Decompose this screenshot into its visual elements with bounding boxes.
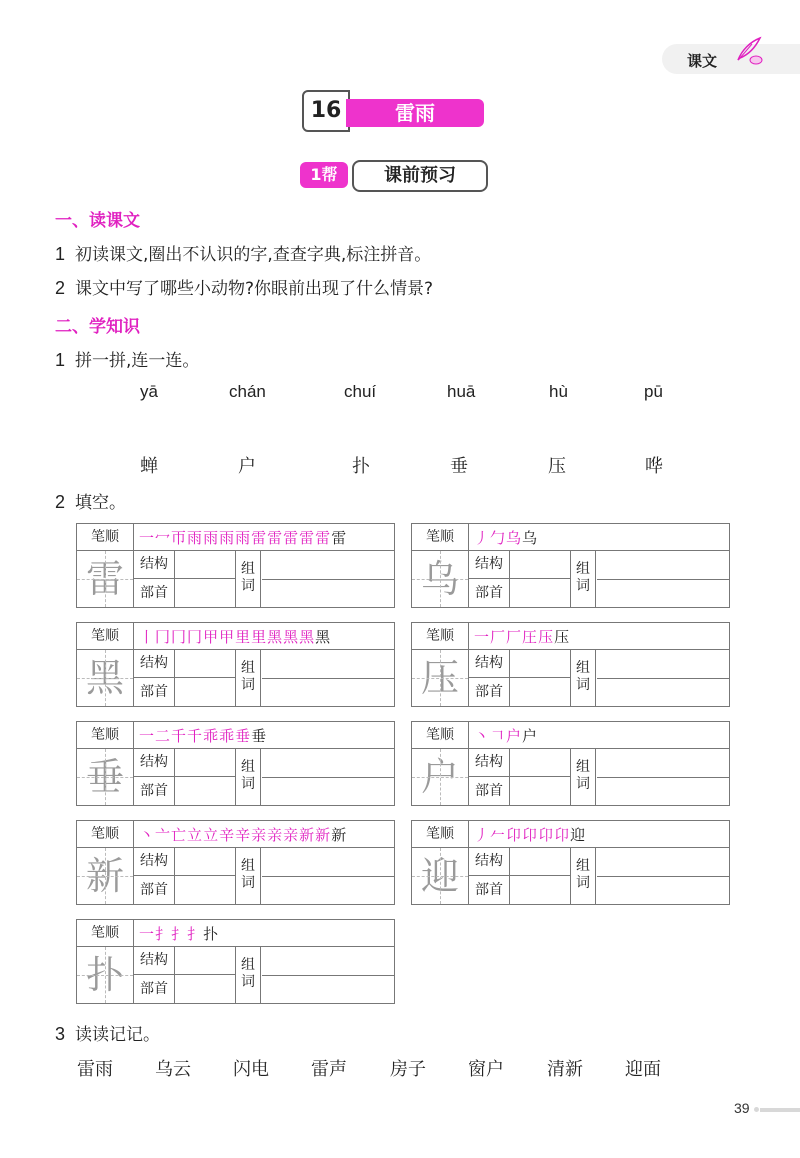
stroke-step: 丶 — [139, 826, 156, 844]
stroke-step: 卬 — [554, 826, 571, 844]
stroke-step: 压 — [554, 628, 571, 646]
stroke-step: 户 — [522, 727, 539, 745]
stroke-order — [139, 527, 347, 548]
stroke-step: 雷 — [331, 529, 348, 547]
word-item: 迎面 — [625, 1059, 661, 1080]
radical-answer[interactable] — [174, 876, 235, 904]
words-answer[interactable] — [597, 876, 729, 877]
lesson-title — [302, 90, 484, 130]
character-tracing: 垂 — [77, 749, 134, 805]
radical-label: 部首 — [475, 585, 503, 601]
words-label-text: 组词 — [241, 957, 255, 990]
character-tracing: 新 — [77, 848, 134, 904]
stroke-label: 笔顺 — [77, 920, 134, 946]
structure-label: 结构 — [134, 749, 174, 777]
structure-label: 结构 — [469, 551, 509, 579]
character-tracing: 黑 — [77, 650, 134, 706]
stroke-step: 甲 — [219, 628, 236, 646]
structure-answer[interactable] — [509, 551, 570, 579]
radical-answer[interactable] — [509, 876, 570, 904]
stroke-step: 雷 — [267, 529, 284, 547]
words-label — [235, 947, 261, 1003]
hanzi-item: 垂 — [450, 456, 468, 477]
words-label-text: 组词 — [241, 561, 255, 594]
character-tracing: 户 — [412, 749, 469, 805]
stroke-row — [77, 821, 394, 848]
structure-answer[interactable] — [174, 650, 235, 678]
stroke-step: 丶 — [474, 727, 491, 745]
stroke-step: 一 — [139, 727, 156, 745]
stroke-step: 亡 — [171, 826, 188, 844]
section-badge: 1帮 — [300, 162, 348, 188]
structure-answer[interactable] — [174, 551, 235, 579]
page-bar — [760, 1108, 800, 1112]
stroke-step: 立 — [187, 826, 204, 844]
stroke-row — [412, 722, 729, 749]
section-tag-label: 课文 — [687, 52, 718, 70]
words-label — [235, 650, 261, 706]
stroke-step: 冖 — [155, 529, 172, 547]
stroke-step: 冂 — [155, 628, 172, 646]
stroke-step: 里 — [251, 628, 268, 646]
stroke-step: 雷 — [315, 529, 332, 547]
radical-answer[interactable] — [509, 579, 570, 607]
stroke-step: 厂 — [490, 628, 507, 646]
stroke-step: 乖 — [203, 727, 220, 745]
part1-item-2 — [55, 274, 433, 299]
structure-label: 结构 — [134, 848, 174, 876]
structure-answer[interactable] — [509, 650, 570, 678]
stroke-step: 帀 — [171, 529, 188, 547]
radical-answer[interactable] — [509, 678, 570, 706]
radical-label: 部首 — [475, 783, 503, 799]
stroke-step: 乖 — [219, 727, 236, 745]
stroke-order — [474, 527, 538, 548]
stroke-row — [412, 623, 729, 650]
radical-answer[interactable] — [509, 777, 570, 805]
words-label-text: 组词 — [241, 660, 255, 693]
stroke-step: 一 — [139, 925, 156, 943]
stroke-step: 亠 — [155, 826, 172, 844]
structure-answer[interactable] — [174, 947, 235, 975]
words-label — [570, 848, 596, 904]
stroke-step: 丨 — [139, 628, 156, 646]
structure-label: 结构 — [469, 749, 509, 777]
words-label-text: 组词 — [576, 561, 590, 594]
character-card — [411, 721, 730, 806]
radical-label: 部首 — [140, 981, 168, 997]
section-title — [300, 160, 486, 190]
page-number: 39 — [734, 1100, 750, 1116]
stroke-order — [474, 626, 570, 647]
stroke-step: 黑 — [283, 628, 300, 646]
item-text: 课文中写了哪些小动物?你眼前出现了什么情景? — [75, 279, 434, 299]
stroke-step: 𠃍 — [490, 727, 507, 745]
stroke-order — [139, 725, 267, 746]
word-item: 雷雨 — [77, 1059, 113, 1080]
radical-label: 部首 — [140, 882, 168, 898]
stroke-step: 乌 — [522, 529, 539, 547]
character-tracing: 扑 — [77, 947, 134, 1003]
q1 — [55, 346, 199, 371]
item-text: 读读记记。 — [75, 1025, 161, 1045]
hanzi-item: 扑 — [352, 456, 370, 477]
section-tag — [662, 44, 800, 74]
character-card — [411, 523, 730, 608]
word-item: 清新 — [547, 1059, 583, 1080]
character-card — [411, 820, 730, 905]
stroke-step: 新 — [331, 826, 348, 844]
stroke-row — [412, 821, 729, 848]
character-card — [76, 919, 395, 1004]
structure-answer[interactable] — [509, 848, 570, 876]
stroke-step: 卬 — [506, 826, 523, 844]
q3 — [55, 1020, 160, 1045]
stroke-row — [77, 623, 394, 650]
stroke-step: 扌 — [155, 925, 172, 943]
words-answer[interactable] — [262, 678, 394, 679]
stroke-step: 亲 — [283, 826, 300, 844]
hanzi-item: 户 — [238, 456, 256, 477]
stroke-row — [77, 920, 394, 947]
structure-label: 结构 — [134, 947, 174, 975]
stroke-label: 笔顺 — [412, 722, 469, 748]
part1-item-1 — [55, 240, 431, 265]
stroke-label: 笔顺 — [412, 524, 469, 550]
character-card — [76, 523, 395, 608]
stroke-step: 乌 — [506, 529, 523, 547]
radical-label: 部首 — [475, 684, 503, 700]
stroke-step: 丿 — [474, 826, 491, 844]
words-label-text: 组词 — [576, 660, 590, 693]
stroke-step: 雨 — [187, 529, 204, 547]
words-label-text: 组词 — [241, 759, 255, 792]
character-tracing: 压 — [412, 650, 469, 706]
structure-label: 结构 — [469, 650, 509, 678]
stroke-step: 辛 — [235, 826, 252, 844]
stroke-step: 亲 — [267, 826, 284, 844]
stroke-order — [139, 923, 219, 944]
words-label — [235, 551, 261, 607]
words-label — [235, 848, 261, 904]
part2-heading: 二、学知识 — [55, 317, 140, 337]
stroke-step: 二 — [155, 727, 172, 745]
character-card — [76, 721, 395, 806]
stroke-step: 户 — [506, 727, 523, 745]
character-card — [76, 820, 395, 905]
words-label — [570, 650, 596, 706]
stroke-step: 扑 — [203, 925, 220, 943]
stroke-step: 黑 — [315, 628, 332, 646]
words-answer[interactable] — [597, 579, 729, 580]
words-answer[interactable] — [597, 678, 729, 679]
structure-answer[interactable] — [174, 749, 235, 777]
pinyin-item: chuí — [344, 382, 377, 401]
hanzi-item: 蝉 — [140, 456, 158, 477]
item-number: 1 — [55, 350, 66, 370]
radical-answer[interactable] — [174, 579, 235, 607]
stroke-step: 甲 — [203, 628, 220, 646]
stroke-order — [474, 725, 538, 746]
item-text: 填空。 — [75, 493, 127, 513]
stroke-step: 圧 — [522, 628, 539, 646]
stroke-step: 冂 — [171, 628, 188, 646]
stroke-order — [474, 824, 586, 845]
character-card — [76, 622, 395, 707]
stroke-step: 雨 — [219, 529, 236, 547]
stroke-step: 丿 — [474, 529, 491, 547]
radical-answer[interactable] — [174, 975, 235, 1003]
radical-label: 部首 — [140, 684, 168, 700]
item-number: 2 — [55, 278, 66, 298]
character-tracing: 乌 — [412, 551, 469, 607]
character-tracing: 雷 — [77, 551, 134, 607]
stroke-label: 笔顺 — [77, 821, 134, 847]
structure-label: 结构 — [134, 551, 174, 579]
hanzi-item: 哗 — [645, 456, 663, 477]
word-item: 乌云 — [155, 1059, 191, 1080]
word-item: 雷声 — [311, 1059, 347, 1080]
structure-answer[interactable] — [509, 749, 570, 777]
stroke-step: 黑 — [299, 628, 316, 646]
words-answer[interactable] — [597, 777, 729, 778]
item-text: 初读课文,圈出不认识的字,查查字典,标注拼音。 — [75, 245, 432, 265]
pinyin-item: hù — [549, 382, 568, 401]
pinyin-item: huā — [447, 382, 476, 401]
radical-label: 部首 — [475, 882, 503, 898]
stroke-label: 笔顺 — [77, 722, 134, 748]
stroke-step: 千 — [187, 727, 204, 745]
words-label — [235, 749, 261, 805]
section-name: 课前预习 — [352, 160, 488, 192]
stroke-step: 卬 — [522, 826, 539, 844]
stroke-step: 雨 — [235, 529, 252, 547]
stroke-step: 垂 — [251, 727, 268, 745]
words-answer[interactable] — [262, 876, 394, 877]
stroke-order — [139, 824, 347, 845]
stroke-step: 卬 — [538, 826, 555, 844]
character-tracing: 迎 — [412, 848, 469, 904]
stroke-step: 雷 — [283, 529, 300, 547]
stroke-step: 垂 — [235, 727, 252, 745]
stroke-step: 冂 — [187, 628, 204, 646]
stroke-step: 辛 — [219, 826, 236, 844]
stroke-order — [139, 626, 331, 647]
pinyin-item: chán — [229, 382, 266, 401]
words-label-text: 组词 — [576, 759, 590, 792]
structure-label: 结构 — [469, 848, 509, 876]
word-item: 闪电 — [233, 1059, 269, 1080]
stroke-step: 压 — [538, 628, 555, 646]
stroke-step: 迎 — [570, 826, 587, 844]
stroke-label: 笔顺 — [77, 524, 134, 550]
stroke-step: 千 — [171, 727, 188, 745]
page-dot — [754, 1107, 759, 1112]
hanzi-item: 压 — [548, 456, 566, 477]
words-label-text: 组词 — [241, 858, 255, 891]
stroke-step: 扌 — [187, 925, 204, 943]
part1-heading: 一、读课文 — [55, 211, 140, 231]
lesson-number: 16 — [302, 90, 350, 132]
stroke-step: 勹 — [490, 529, 507, 547]
structure-answer[interactable] — [174, 848, 235, 876]
stroke-step: 一 — [139, 529, 156, 547]
radical-answer[interactable] — [174, 678, 235, 706]
radical-label: 部首 — [140, 783, 168, 799]
stroke-label: 笔顺 — [412, 623, 469, 649]
radical-answer[interactable] — [174, 777, 235, 805]
stroke-step: 新 — [315, 826, 332, 844]
pinyin-item: yā — [140, 382, 158, 401]
words-label — [570, 749, 596, 805]
radical-label: 部首 — [140, 585, 168, 601]
stroke-step: 一 — [474, 628, 491, 646]
stroke-row — [77, 722, 394, 749]
stroke-row — [412, 524, 729, 551]
q2 — [55, 488, 126, 513]
words-answer[interactable] — [262, 777, 394, 778]
words-label — [570, 551, 596, 607]
item-number: 2 — [55, 492, 66, 512]
stroke-step: 立 — [203, 826, 220, 844]
stroke-step: 雷 — [299, 529, 316, 547]
stroke-step: 𠂉 — [490, 826, 507, 844]
words-label-text: 组词 — [576, 858, 590, 891]
stroke-step: 厂 — [506, 628, 523, 646]
stroke-step: 雨 — [203, 529, 220, 547]
stroke-step: 新 — [299, 826, 316, 844]
structure-label: 结构 — [134, 650, 174, 678]
words-answer[interactable] — [262, 579, 394, 580]
stroke-label: 笔顺 — [77, 623, 134, 649]
word-item: 房子 — [390, 1059, 426, 1080]
character-card — [411, 622, 730, 707]
lesson-name: 雷雨 — [346, 99, 484, 127]
words-answer[interactable] — [262, 975, 394, 976]
stroke-step: 亲 — [251, 826, 268, 844]
pinyin-item: pū — [644, 382, 663, 401]
stroke-step: 黑 — [267, 628, 284, 646]
stroke-step: 里 — [235, 628, 252, 646]
stroke-step: 扌 — [171, 925, 188, 943]
item-number: 3 — [55, 1024, 66, 1044]
stroke-row — [77, 524, 394, 551]
stroke-label: 笔顺 — [412, 821, 469, 847]
item-number: 1 — [55, 244, 66, 264]
stroke-step: 雷 — [251, 529, 268, 547]
feather-ink-icon — [732, 34, 764, 66]
word-item: 窗户 — [468, 1059, 504, 1080]
item-text: 拼一拼,连一连。 — [75, 351, 200, 371]
